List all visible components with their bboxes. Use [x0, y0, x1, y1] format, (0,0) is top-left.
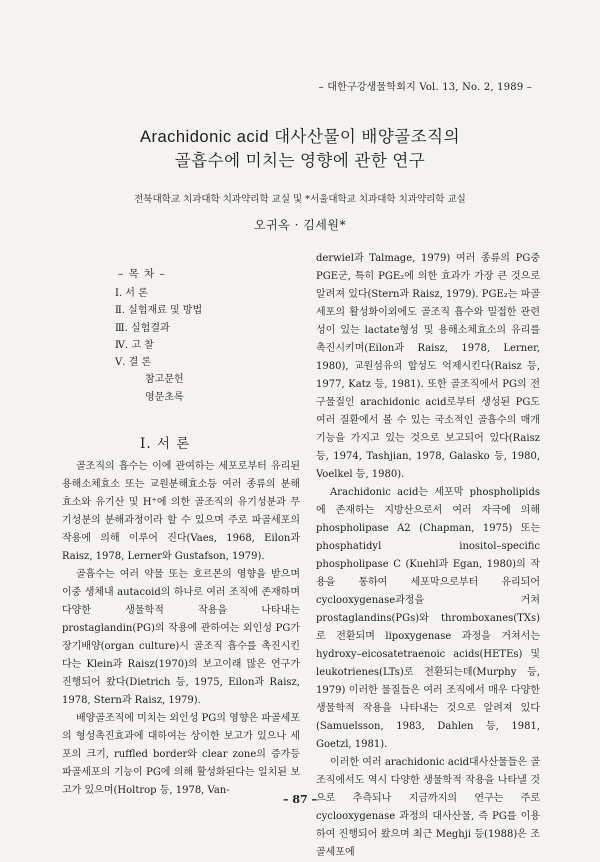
- body-paragraph: 배양골조직에 미치는 외인성 PG의 영향은 파골세포의 형성촉진효과에 대하여는 상이한 보고가 있으나 세포의 크기, ruffled border와 clear zone의 증가등 파골세포의 기능이 PG에 의해 활성화된다는 일치된 보고가 있으며(Holtrop 등, 1978, Van-: [62, 713, 300, 796]
- body-paragraph: Arachidonic acid는 세포막 phospholipids에 존재하는 지방산으로서 여러 자극에 의해 phospholipase A2 (Chapman, 1975) 또는 phosphatidyl inositol–specific phospholipase C (Kuehl과 Egan, 1980)의 작용을 통하여 세포막으로부터 유리되어 cyclooxygenase과정을 거쳐 prostaglandins(PGs)와 thromboxanes(TXs)로 전환되며 lipoxygenase 과정을 거쳐서는 hydroxy–eicosatetraenoic acids(HETEs) 및 leukotrienes(LTs)로 전환되는데(Murphy 등, 1979) 이러한 물질들은 여러 조직에서 매우 다양한 생물학적 작용을 나타내는 것으로 알려져 있다(Samuelsson, 1983, Dahlen 등, 1981, Goetzl, 1981).: [316, 487, 540, 750]
- toc-item-materials-methods: Ⅱ. 실험재료 및 방법: [115, 305, 203, 317]
- toc-item-english-abstract: 영문초록: [145, 391, 184, 403]
- body-paragraph: 골흡수는 여러 약물 또는 호르몬의 영향을 받으며 이중 생체내 autacoid의 하나로 여러 조직에 존재하며 다양한 생물학적 작용을 나타내는 prostaglandin(PG)의 작용에 관하여는 외인성 PG가 장기배양(organ culture)시 골조직 흡수를 촉진시킨다는 Klein과 Raisz(1970)의 보고이래 많은 연구가 진행되어 왔다(Dietrich 등, 1975, Eilon과 Raisz, 1978, Stern과 Raisz, 1979).: [62, 569, 300, 706]
- page-number: – 87 –: [283, 793, 317, 806]
- toc-item-conclusion: Ⅴ. 결 론: [115, 357, 152, 369]
- body-paragraph: 이러한 여러 arachidonic acid대사산물들은 골조직에서도 역시 다양한 생물학적 작용을 나타낼 것으로 추측되나 지금까지의 연구는 주로 cyclooxygenase 과정의 대사산물, 즉 PG를 이용하여 진행되어 왔으며 최근 Meghji 등(1988)은 조골세포에: [316, 757, 540, 858]
- toc-item-references: 참고문헌: [145, 374, 184, 386]
- author-affiliation: 전북대학교 치과대학 치과약리학 교실 및 *서울대학교 치과대학 치과약리학 교실: [134, 194, 466, 205]
- toc-item-introduction: Ⅰ. 서 론: [115, 288, 148, 299]
- right-column: [316, 250, 540, 862]
- toc-item-results: Ⅲ. 실험결과: [115, 322, 170, 334]
- table-of-contents: [115, 285, 202, 406]
- toc-item-discussion: Ⅳ. 고 찰: [115, 339, 154, 351]
- article-title-line-2: 골흡수에 미치는 영향에 관한 연구: [174, 152, 426, 170]
- article-title-line-1: Arachidonic acid 대사산물이 배양골조직의: [139, 128, 461, 146]
- toc-title: – 목 차 –: [118, 268, 166, 280]
- left-column: [62, 458, 300, 800]
- body-paragraph: 골조직의 흡수는 이에 관여하는 세포로부터 유리된 용해소체효소 또는 교원분해효소등 여러 종류의 분해효소와 유기산 및 H⁺에 의한 골조직의 유기성분과 무기성분의 분해과정이라 할 수 있으며 주로 파골세포의 작용에 의해 이루어 진다(Vaes, 1968, Eilon과 Raisz, 1978, Lerner와 Gustafson, 1979).: [62, 461, 300, 562]
- section-heading-introduction: Ⅰ. 서 론: [140, 436, 191, 452]
- body-paragraph: derwiel과 Talmage, 1979) 여러 종류의 PG중 PGE군, 특히 PGE₂에 의한 효과가 가장 큰 것으로 알려져 있다(Stern과 Raisz, 1979). PGE₂는 파골세포의 활성화이외에도 골조직 흡수와 밀접한 관련성이 있는 lactate형성 및 용해소체효소의 유리를 촉진시키며(Eilon과 Raisz, 1978, Lerner, 1980), 교원섬유의 합성도 억제시킨다(Raisz 등, 1977, Katz 등, 1981). 또한 골조직에서 PG의 전구물질인 arachidonic acid로부터 생성된 PG도 여러 질환에서 볼 수 있는 국소적인 골흡수의 매개기능을 가지고 있는 것으로 보고되어 있다(Raisz 등, 1974, Tashjian, 1978, Galasko 등, 1980, Voelkel 등, 1980).: [316, 253, 540, 480]
- author-names: 오귀옥 · 김세원*: [254, 218, 346, 232]
- running-header: – 대한구강생물학회지 Vol. 13, No. 2, 1989 –: [318, 82, 532, 93]
